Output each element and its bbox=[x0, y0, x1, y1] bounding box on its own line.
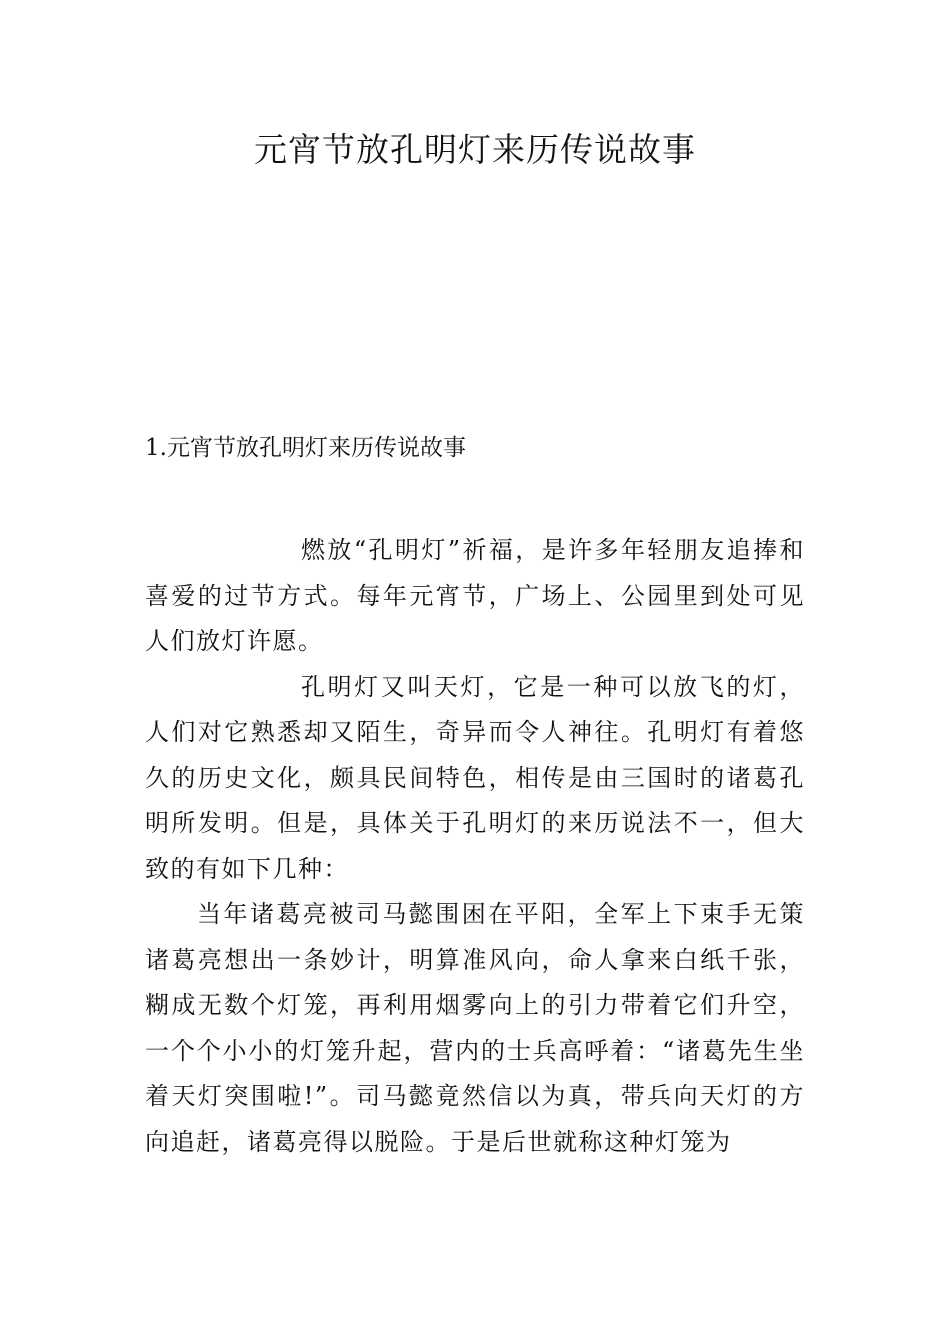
paragraph-legend: 当年诸葛亮被司马懿围困在平阳，全军上下束手无策诸葛亮想出一条妙计，明算准风向，命人拿来白纸千张，糊成无数个灯笼，再利用烟雾向上的引力带着它们升空，一个个小小的灯笼升起，营内的士兵高呼着：“诸葛先生坐着天灯突围啦!”。司马懿竟然信以为真，带兵向天灯的方向追赶，诸葛亮得以脱险。于是后世就称这种灯笼为 bbox=[145, 900, 805, 1156]
paragraph-history: 孔明灯又叫天灯，它是一种可以放飞的灯，人们对它熟悉却又陌生，奇异而令人神往。孔明灯有着悠久的历史文化，颇具民间特色，相传是由三国时的诸葛孔明所发明。但是，具体关于孔明灯的来历说法不一，但大致的有如下几种： bbox=[145, 672, 805, 883]
section-heading: 1.元宵节放孔明灯来历传说故事 bbox=[145, 435, 466, 461]
document-body bbox=[145, 528, 805, 1165]
document-title: 元宵节放孔明灯来历传说故事 bbox=[254, 130, 696, 169]
paragraph-intro: 燃放“孔明灯”祈福，是许多年轻朋友追捧和喜爱的过节方式。每年元宵节，广场上、公园里到处可见人们放灯许愿。 bbox=[145, 536, 805, 655]
